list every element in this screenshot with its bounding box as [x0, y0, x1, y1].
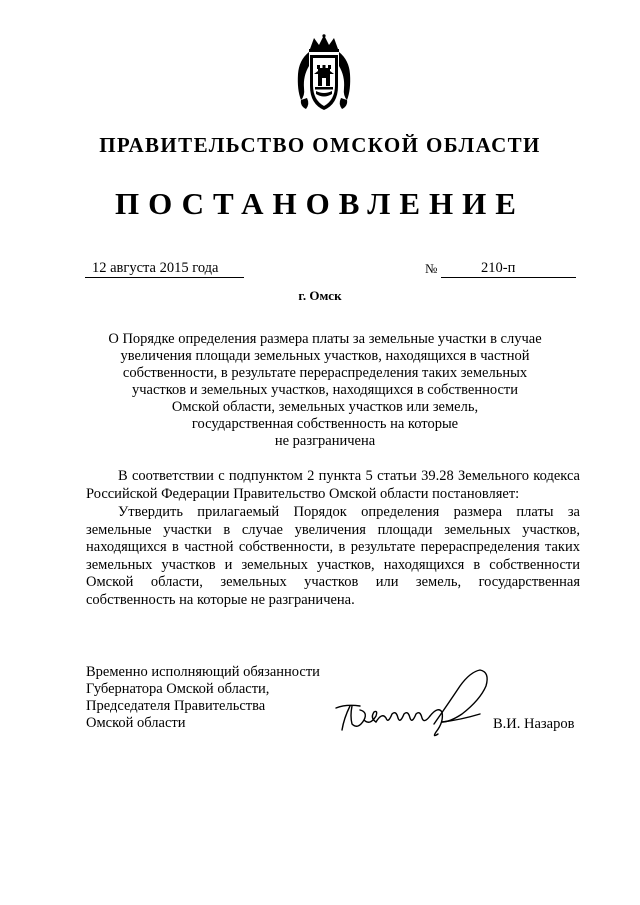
document-body	[86, 468, 580, 609]
handwritten-signature	[330, 664, 500, 744]
subject-line: собственности, в результате перераспределения таких земельных	[122, 365, 528, 381]
omsk-region-coat-of-arms-icon	[296, 34, 352, 112]
body-paragraph-preamble: В соответствии с подпунктом 2 пункта 5 статьи 39.28 Земельного кодекса Российской Федерации Правительство Омской области постановляет:	[86, 468, 580, 502]
subject-line: не разграничена	[274, 433, 376, 449]
subject-line: увеличения площади земельных участков, находящихся в частной	[120, 348, 530, 364]
signer-position-line: Временно исполняющий обязанности	[86, 664, 320, 680]
body-paragraph-resolution: Утвердить прилагаемый Порядок определения размера платы за земельные участки в случае увеличения площади земельных участков, находящихся в частной собственности, в результате перераспределения таких земельных участков и земельных участков, находящихся в собственности Омской области, земельных участков или земель, государственная собственность на которые не разграничена.	[86, 504, 580, 608]
document-subject	[92, 331, 558, 450]
document-number: 210-п	[441, 260, 576, 278]
signer-position-line: Председателя Правительства	[86, 698, 266, 714]
document-date: 12 августа 2015 года	[85, 260, 244, 278]
document-type-title: ПОСТАНОВЛЕНИЕ	[115, 186, 525, 221]
subject-line: государственная собственность на которые	[191, 416, 459, 432]
signer-position-line: Губернатора Омской области,	[86, 681, 270, 697]
signer-position-line: Омской области	[86, 715, 186, 731]
subject-line: О Порядке определения размера платы за земельные участки в случае	[108, 331, 542, 347]
subject-line: Омской области, земельных участков или земель,	[171, 399, 479, 415]
document-city: г. Омск	[298, 288, 342, 303]
organization-title: ПРАВИТЕЛЬСТВО ОМСКОЙ ОБЛАСТИ	[99, 133, 541, 157]
document-number-label: №	[425, 261, 438, 276]
signer-name: В.И. Назаров	[493, 716, 575, 732]
subject-line: участков и земельных участков, находящихся в собственности	[132, 382, 518, 398]
signer-position	[86, 664, 320, 732]
